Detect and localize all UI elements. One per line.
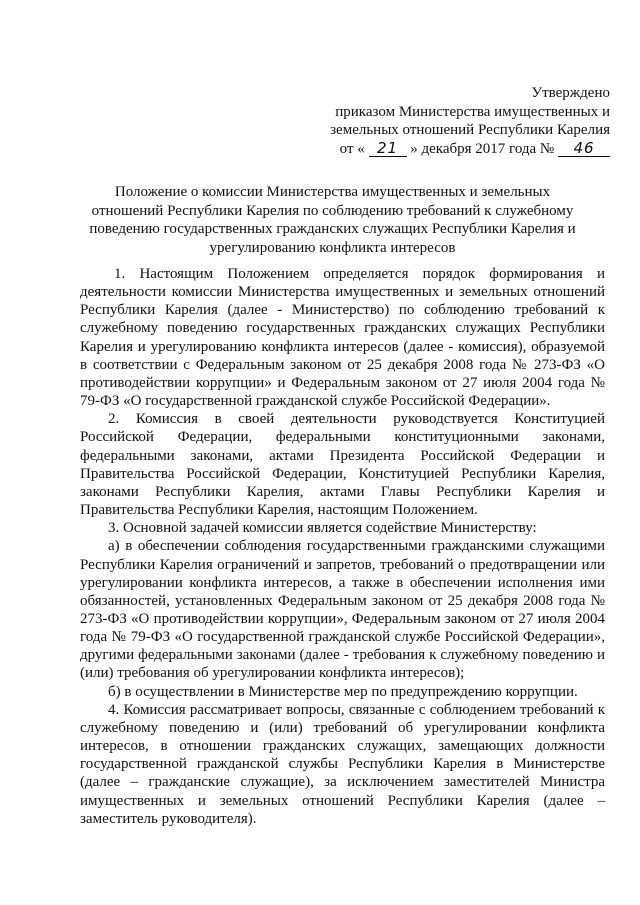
approval-order-line: приказом Министерства имущественных и: [335, 103, 610, 120]
paragraph-3a: а) в обеспечении соблюдения государственными гражданскими служащими Республики Карелия ограничений и запретов, требований о предотвращении или урегулировании конфликта интересов, а также в обеспечении исполнения ими обязанностей, установленных Федеральным законом от 25 декабря 2008 года № 273-ФЗ «О противодействии коррупции», Федеральным законом от 27 июля 2004 года № 79-ФЗ «О государственной гражданской службе Российской Федерации», другими федеральными законами (далее - требования к служебному поведению и (или) требования об урегулировании конфликта интересов);: [80, 538, 605, 682]
paragraph-1: 1. Настоящим Положением определяется порядок формирования и деятельности комиссии Министерства имущественных и земельных отношений Республики Карелия (далее - Министерство) по соблюдению требований к служебному поведению государственных гражданских служащих Республики Карелия и урегулированию конфликта интересов (далее - комиссия), образуемой в соответствии с Федеральным законом от 25 декабря 2008 года № 273-ФЗ «О противодействии коррупции» и Федеральным законом от 27 июля 2004 года № 79-ФЗ «О государственной гражданской службе Российской Федерации».: [80, 266, 605, 410]
date-prefix: от «: [339, 140, 365, 157]
paragraph-3b: б) в осуществлении в Министерстве мер по предупреждению коррупции.: [108, 683, 578, 700]
approval-date-line: [330, 140, 610, 159]
approval-heading: Утверждено: [531, 85, 610, 101]
paragraph-3: 3. Основной задачей комиссии является содействие Министерству:: [108, 520, 537, 537]
document-title: Положение о комиссии Министерства имущественных и земельных отношений Республики Карелия по соблюдению требований к служебному поведению государственных гражданских служащих Республики Карелия и урегулированию конфликта интересов: [89, 184, 576, 256]
paragraph-4: 4. Комиссия рассматривает вопросы, связанные с соблюдением требований к служебному поведению и (или) требований об урегулировании конфликта интересов, в отношении гражданских служащих, замещающих должности государственной гражданской службы Республики Карелия в Министерстве (далее – гражданские служащие), за исключением заместителей Министра имущественных и земельных отношений Республики Карелия (далее – заместитель руководителя).: [80, 701, 605, 827]
handwritten-number: 46: [558, 141, 610, 157]
date-middle: » декабря 2017 года №: [410, 140, 555, 157]
handwritten-day: 21: [369, 141, 407, 157]
paragraph-2: 2. Комиссия в своей деятельности руководствуется Конституцией Российской Федерации, федеральными конституционными законами, федеральными законами, актами Президента Российской Федерации и Правительства Российской Федерации, Конституцией Республики Карелия, законами Республики Карелия, актами Главы Республики Карелия и Правительства Республики Карелия, настоящим Положением.: [80, 411, 605, 519]
document-body: [80, 265, 605, 828]
approval-stamp: [330, 84, 610, 158]
approval-ministry-line: земельных отношений Республики Карелия: [330, 122, 610, 138]
